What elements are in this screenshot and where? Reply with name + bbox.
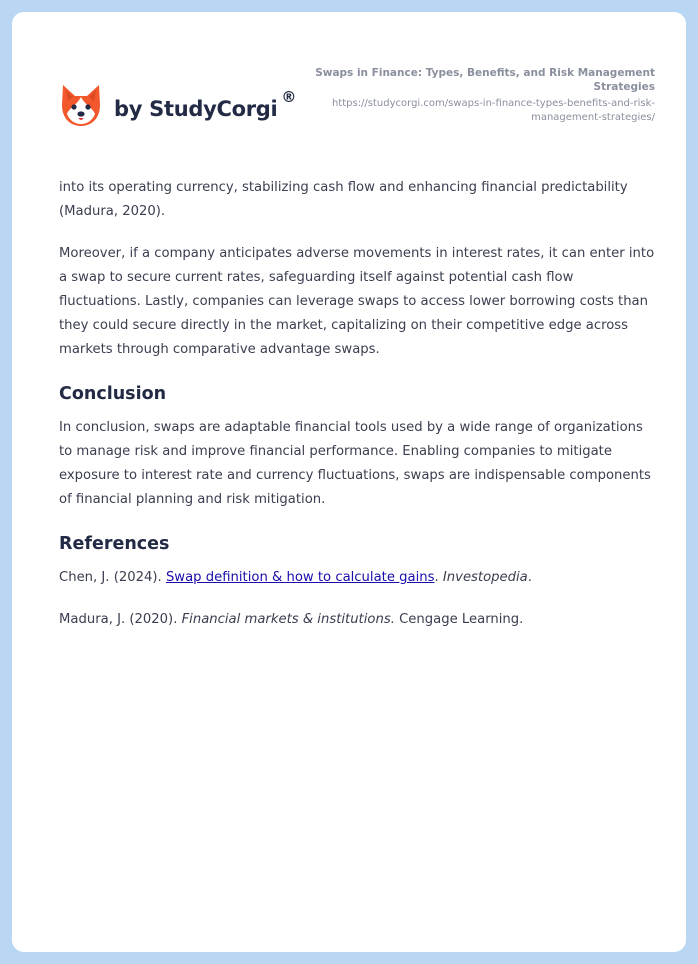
reference-authors-year: Chen, J. (2024). [59,570,166,585]
brand-name: by StudyCorgi [114,97,278,121]
reference-source: Investopedia [442,570,528,585]
reference-item [59,608,657,632]
reference-item [59,566,657,590]
document-url[interactable]: https://studycorgi.com/swaps-in-finance-types-benefits-and-risk-management-strategies/ [331,98,655,123]
corgi-icon [60,83,102,129]
studycorgi-logo[interactable] [60,76,296,136]
reference-link[interactable]: Swap definition & how to calculate gains [165,570,435,585]
body-paragraph: Moreover, if a company anticipates adverse movements in interest rates, it can enter into a swap to secure current rates, safeguarding itself against potential cash flow fluctuations. Lastly, companies can leverage swaps to access lower borrowing costs than they could secure directly in the market, capitalizing on their competitive edge across markets through comparative advantage swaps. [59,246,655,357]
reference-title: Financial markets & institutions. [181,612,395,627]
references-heading: References [59,534,170,554]
document-body [59,176,657,650]
reference-separator: . [434,570,443,585]
reference-publisher: Cengage Learning. [394,612,524,627]
document-header [295,66,655,124]
conclusion-paragraph: In conclusion, swaps are adaptable financial tools used by a wide range of organizations to manage risk and improve financial performance. Enabling companies to mitigate exposure to interest rate and currency fluctuations, swaps are indispensable components of financial planning and risk mitigation. [59,420,651,507]
conclusion-heading: Conclusion [59,384,167,404]
reference-authors-year: Madura, J. (2020). [59,612,182,627]
document-page [12,12,686,952]
registered-mark: ® [281,88,297,106]
body-paragraph: into its operating currency, stabilizing cash flow and enhancing financial predictability (Madura, 2020). [59,180,628,219]
document-title: Swaps in Finance: Types, Benefits, and Risk Management Strategies [315,67,655,93]
reference-suffix: . [527,570,532,585]
